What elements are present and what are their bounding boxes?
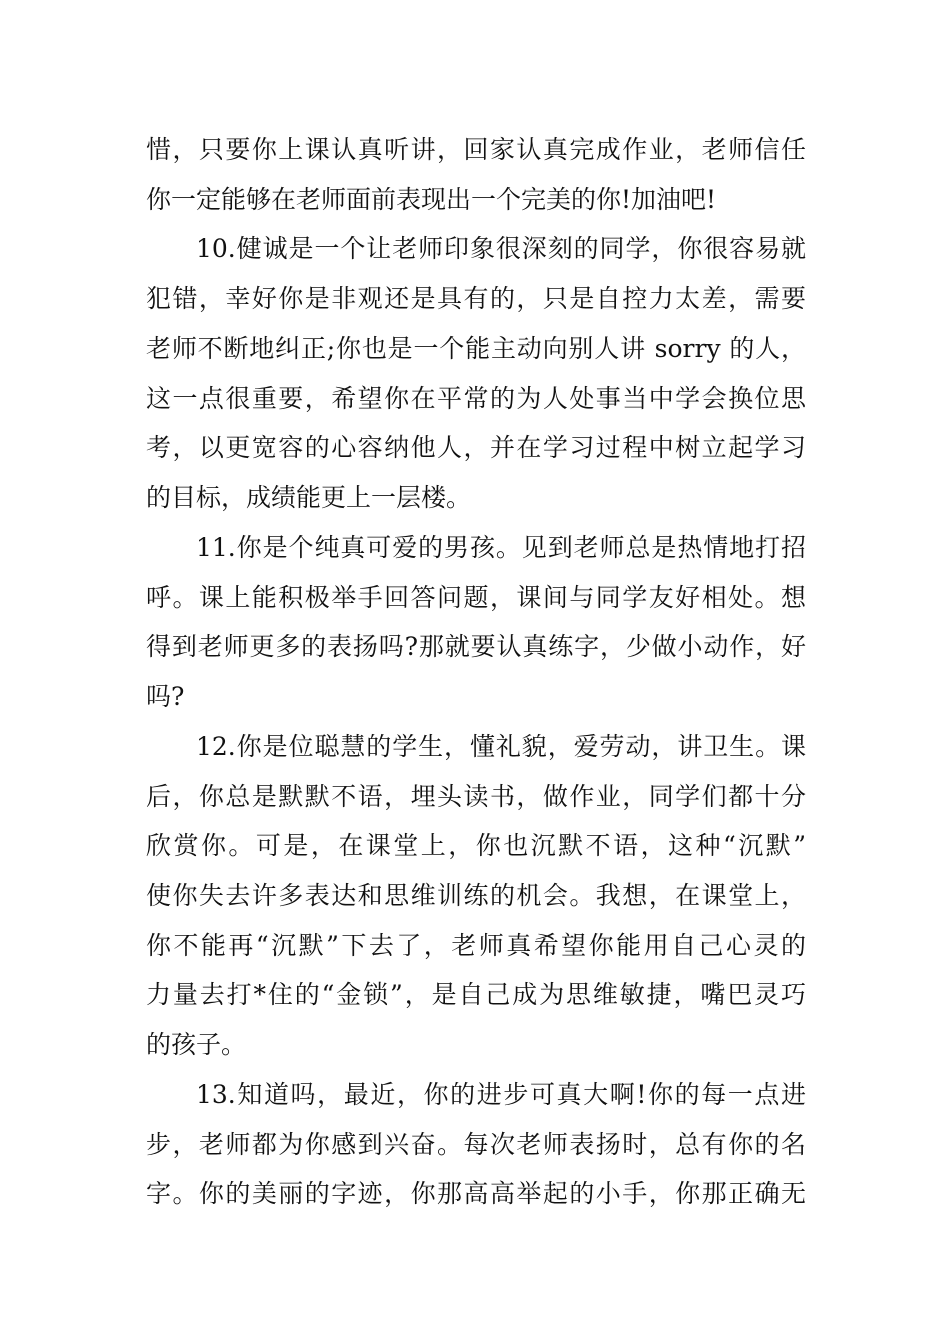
text-line: 字。你的美丽的字迹，你那高高举起的小手，你那正确无 (146, 1179, 806, 1208)
text-line: 力量去打*住的“金锁”，是自己成为思维敏捷，嘴巴灵巧 (146, 980, 806, 1009)
text-line: 你一定能够在老师面前表现出一个完美的你!加油吧! (146, 185, 717, 214)
text-line: 欣赏你。可是，在课堂上，你也沉默不语，这种“沉默” (146, 831, 806, 860)
text-line: 的目标，成绩能更上一层楼。 (146, 483, 472, 512)
text-line: 你不能再“沉默”下去了，老师真希望你能用自己心灵的 (146, 931, 806, 960)
text-line: 呼。课上能积极举手回答问题，课间与同学友好相处。想 (146, 583, 806, 612)
text-line: 得到老师更多的表扬吗?那就要认真练字，少做小动作，好 (146, 632, 806, 661)
text-line: 老师不断地纠正;你也是一个能主动向别人讲 sorry 的人， (146, 334, 806, 363)
text-line: 后，你总是默默不语，埋头读书，做作业，同学们都十分 (146, 782, 806, 811)
text-line: 这一点很重要，希望你在平常的为人处事当中学会换位思 (146, 384, 806, 413)
paragraph-12-first-line: 12.你是位聪慧的学生，懂礼貌，爱劳动，讲卫生。课 (196, 732, 806, 761)
paragraph-10-first-line: 10.健诚是一个让老师印象很深刻的同学，你很容易就 (196, 234, 806, 263)
text-line: 犯错，幸好你是非观还是具有的，只是自控力太差，需要 (146, 284, 806, 313)
text-line: 步，老师都为你感到兴奋。每次老师表扬时，总有你的名 (146, 1130, 806, 1159)
text-line: 的孩子。 (146, 1030, 247, 1059)
text-line: 使你失去许多表达和思维训练的机会。我想，在课堂上， (146, 881, 806, 910)
paragraph-11-first-line: 11.你是个纯真可爱的男孩。见到老师总是热情地打招 (196, 533, 806, 562)
text-line: 惜，只要你上课认真听讲，回家认真完成作业，老师信任 (146, 135, 806, 164)
paragraph-13-first-line: 13.知道吗，最近，你的进步可真大啊!你的每一点进 (196, 1080, 806, 1109)
text-line: 考，以更宽容的心容纳他人，并在学习过程中树立起学习 (146, 433, 806, 462)
text-line: 吗? (146, 682, 185, 711)
